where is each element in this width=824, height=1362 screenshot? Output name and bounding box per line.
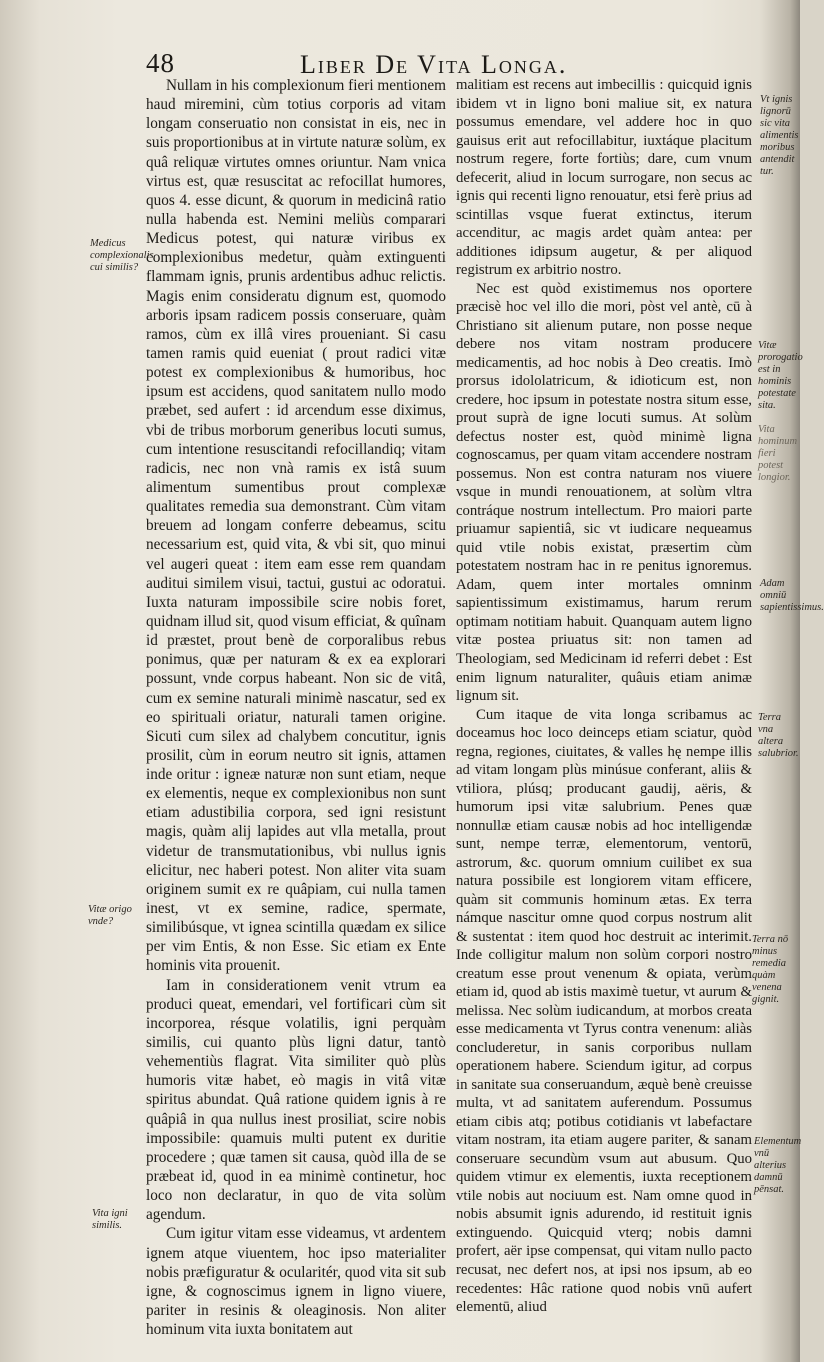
paragraph: Cum itaque de vita longa scribamus ac doceamus hoc loco deinceps etiam sciatur, quòd regna, regiones, ciuitates, & valles hę nempe illis ad vitam longam plùs minúsue conferant, aliis & vtiliora, plúsq; producant gaudij, aëris, & humorum ipsi vitæ salubrium. Penes quæ nonnullæ etiam causæ nobis ad hoc intelligendæ sunt, nempe terræ, elementorum, ventorū, astrorum, &c. quorum omnium cuilibet ex sua natura possibile est longiorem vitam efficere, quàm sit communis hominum ætas. Ex terra námque nascitur omne quod corpus nostrum alit & sustentat : item quod hoc destruit ac interimit. Inde colligitur malum non solùm corpori nostro creatum esse prout venenum & opiata, verùm etiam id, quod ab istis maximè tuetur, vt aurum & melissa. Nec solùm iudicandum, at morbos creata esse medicamenta vt Tyrus contra venenum: aliàs concluderetur, in sanis corporibus nullam operationem habere. Sciendum igitur, ad corpus in sanitate sua conseruandum, æquè benè creuisse multa, vt ad sanitatem auferendum. Possumus etiam cibis atq; potibus cotidianis vt labefactare vitam nostram, ita etiam augere pariter, & sanam conseruare secundùm vsum aut abusum. Quo quidem vtimur ex elementis, iuxta receptionem vtile nobis aut nociuum est. Nam omne quod in nobis absumit ignis adurendo, id restituit ignis extinguendo. Quicquid vterq; nobis damni profert, aër ipse compensat, qui vitam nullo pacto recusat, nec defert nos, at ipsi nos ipsum, ab eo recedentes: Hâc ratione quod nobis vnū aufert elementū, aliud [456, 706, 752, 1316]
marginal-note: Medicus complexionalis cui similis? [90, 238, 154, 273]
marginal-note: Adam omniū sapientissimus. [760, 578, 824, 613]
marginal-note: Elementum vnū alterius damnū pēnsat. [754, 1136, 802, 1195]
marginal-note: Terra vna altera salubrior. [758, 712, 799, 759]
left-column [146, 76, 446, 1339]
marginal-note: Vita hominum fieri potest longior. [758, 424, 798, 483]
marginal-note: Vita igni similis. [92, 1208, 128, 1231]
paragraph: Nullam in his complexionum fieri mentionem haud miremini, cùm totius corporis ad vitam longam conseruatio non consistat in eis, nec in suis proportionibus at in virtute naturæ solùm, ex quâ reliquæ virtutes omnes oriuntur. Nam vnica virtus est, quæ resuscitat ac refocillat humores, quos 4. esse dicunt, & quorum in medicinâ ratio nulla habenda est. Nemini meliùs comparari Medicus potest, qui naturæ viribus ex complexionibus medetur, quàm extinguenti flammam ignis, prunis ardentibus adhuc relictis. Magis enim consideratu dignum est, quomodo arboris ipsam radicem possis conseruare, quàm ramos, cùm ex illâ vires proueniant. Si casu tamen ramis quid eueniat ( prout radici vitæ potest ex complexionibus & humoribus, hoc ipsum est accidens, quod sanitatem nullo modo præbet, sed aufert : id arcendum esse diximus, vbi de tribus morborum generibus locuti sumus, cum intentione resuscitandi refocillandiq; vitam radicis, nec non vnà ramis ex istâ suum alimentum sumentibus prout complexæ qualitates remedia sua demonstrant. Cùm vitam breuem ad longam conferre debeamus, scitu necessarium est, quid vita, & vbi sit, quo minui vel augeri queat : item eam esse rem quandam auditui similem visui, tactui, gustui ac odoratui. Iuxta naturam impossibile scire nobis foret, quidnam illud sit, quod visum efficiat, & quînam id præstet, prout benè de corporalibus rebus ponimus, quæ per naturam & ex ea explorari possunt, vnde corpus habeant. Non sic de vitâ, cum ex semine naturali minimè nascatur, sed ex eo spirituali oriatur, naturali tamen origine. Sicuti cum silex ad chalybem concutitur, ignis prosilit, cùm in eorum neutro sit ignis, attamen inde oritur : igneæ naturæ non sunt etiam, neque ex elementis, neque ex complexionibus non sunt etiam adustibilia corpora, sed igni resistunt magis, quàm alij lapides aut vlla metalla, prout videtur de transmutationibus, vbi nullus ignis elicitur, nec haberi potest. Non aliter vita suam originem sumit ex re quâpiam, cui nulla tamen inest, vt ex semine, radice, spermate, similibúsque, vt ignea scintilla quædam ex silice per vim Entis, & non Esse. Sic etiam ex Ente hominis vita prouenit. [146, 77, 446, 975]
page-number: 48 [146, 48, 175, 78]
marginal-note: Vitæ origo vnde? [88, 904, 132, 927]
paragraph: malitiam est recens aut imbecillis : quicquid ignis ibidem vt in ligno boni maliue sit, ex natura possumus emendare, vel addere hoc in quo gauisus erit aut refocillabitur, iuxtáque placitum nostrum regere, forte fortiùs; dare, cum vnum defecerit, aliud in locum surrogare, non secus ac ignis qui recenti ligno renouatur, etsi ferè prius ad scintillas vsque fuerat extinctus, iterum accenditur, ac magis ardet quàm antea: per additiones idipsum augetur, & per aliquod registrum ex arbitrio nostro. [456, 77, 752, 279]
right-column [456, 76, 752, 1317]
running-head: Liber De Vita Longa. [300, 50, 568, 79]
marginal-note: Vitæ prorogatio est in hominis potestate sita. [758, 340, 803, 411]
marginal-note: Terra nō minus remedia quàm venena gignit. [752, 934, 789, 1005]
marginal-note: Vt ignis lignorū sic vita alimentis moribus antendit tur. [760, 94, 799, 177]
paragraph: Iam in considerationem venit vtrum ea produci queat, emendari, vel fortificari cùm sit incorporea, résque volatilis, igni perquàm similis, cui quanto plùs ligni datur, tantò vehementiùs flagrat. Vita similiter quò plùs humoris vitæ habet, eò magis in vitâ vitæ spiritus abundat. Quâ ratione quidem ignis à re quâpiâ in qua nullus inest prosiliat, scire nobis impossibile: quamuis multi putent ex duritie procedere ; quæ tamen sit causa, quòd illa de se præbeat id, quod in ea minimè continetur, hoc loco non declaratur, in quo de vita solùm agendum. [146, 976, 446, 1224]
paragraph: Cum igitur vitam esse videamus, vt ardentem ignem atque viuentem, hoc ipso materialiter nobis præfiguratur & ocularitér, quod vita sit sub igne, & cognoscimus ignem in ligno viuere, pariter in resinis & oleaginosis. Non aliter hominum vita iuxta bonitatem aut [146, 1225, 446, 1339]
paragraph: Nec est quòd existimemus nos oportere præcisè hoc vel illo die mori, pòst vel antè, cū à Christiano sit alienum putare, non posse neque debere nos vitam nostram producere medicamentis, ad hoc nobis à Deo creatis. Imò prorsus idololatricum, & idioticum est, non credere, hoc ipsum in potestate nostra situm esse, prout suprà de igne locuti sumus. At solùm defectus noster est, quòd minimè ligna cognoscamus, per quam vitam accendere nostram possemus. Non est contra naturam nos viuere vsque in mundi renouationem, at solùm vltra contráque nostrum intellectum. Pro maiori parte priuamur sapientiâ, sic vt iudicare nequeamus quid vtile nobis existat, præsertim cùm potestatem nostram hac in re penitus ignoremus. Adam, quem inter mortales omninm sapientissimum existimamus, harum rerum optimam notitiam habuit. Quanquam autem ligno vitæ postea priuatus sit: non tamen ad Theologiam, sed Medicinam id referri debet : Est enim lignum naturaliter, quâuis etiam animæ lignum sit. [456, 280, 752, 705]
